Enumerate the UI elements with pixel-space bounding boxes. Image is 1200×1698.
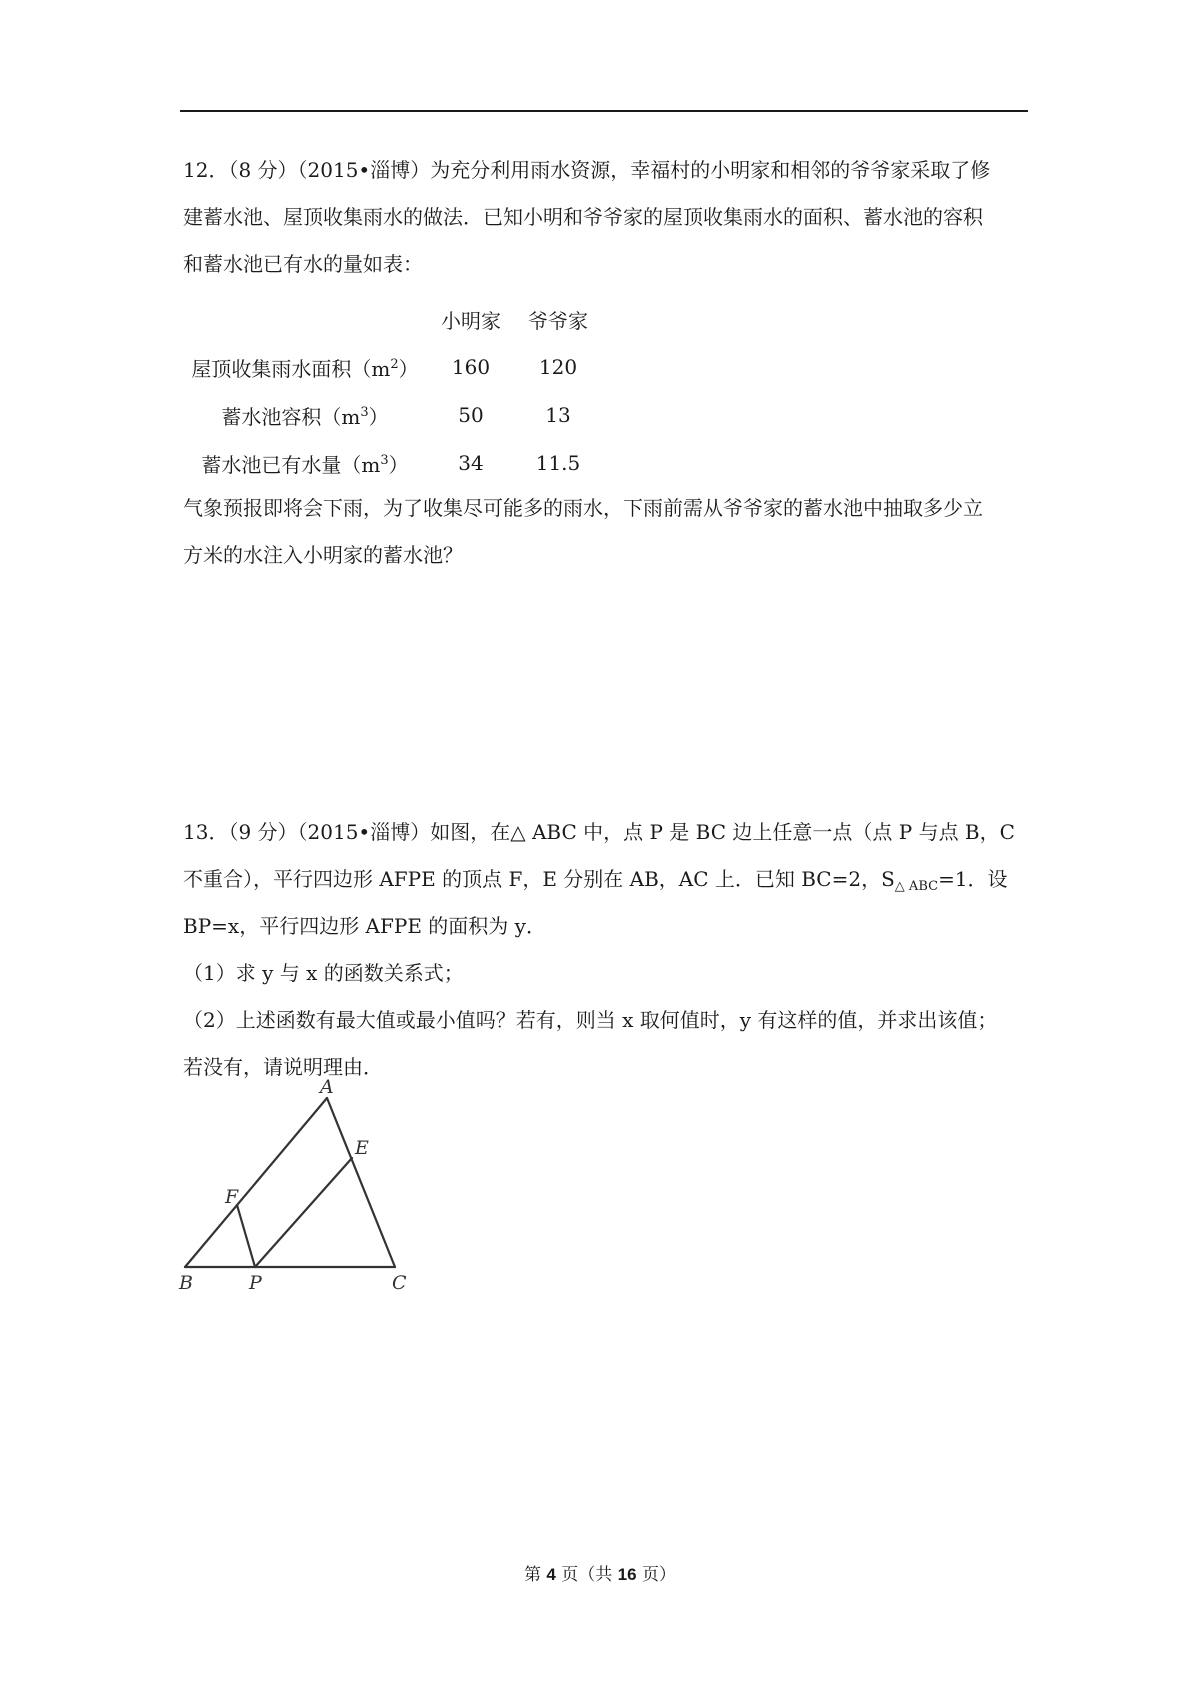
label-p: P (249, 1272, 262, 1294)
segment-ac (327, 1098, 395, 1267)
question-12-question (183, 485, 1028, 579)
q13-line-3: BP=x，平行四边形 AFPE 的面积为 y． (183, 914, 546, 938)
header-rule (180, 110, 1028, 112)
q12-after-line-2: 方米的水注入小明家的蓄水池？ (183, 543, 463, 567)
label-f: F (225, 1186, 239, 1208)
label-e: E (355, 1137, 369, 1159)
table-header-xiaoming: 小明家 (441, 308, 501, 333)
q12-line-3: 和蓄水池已有水的量如表： (183, 252, 423, 276)
total-page-count: 16 (617, 1565, 637, 1584)
q13-line-2: 不重合），平行四边形 AFPE 的顶点 F，E 分别在 AB，AC 上．已知 BC=2，$S_{\triangle ABC}=1$．设 (183, 867, 1008, 894)
question-12-text (183, 147, 1028, 288)
row-value-grandpa: 120 (538, 355, 578, 379)
triangle-figure (175, 1076, 425, 1295)
page-footer: 第 4 页（共 16 页） (523, 1565, 676, 1585)
segment-ab (185, 1098, 327, 1267)
segment-pe (255, 1158, 352, 1267)
label-b: B (179, 1272, 193, 1294)
segment-fp (237, 1205, 255, 1267)
row-label: 屋顶收集雨水面积$(m^2)$ (191, 356, 419, 381)
q12-data-table (183, 295, 601, 487)
label-a: A (320, 1076, 334, 1098)
row-value-xiaoming: 160 (451, 355, 491, 379)
table-row (183, 439, 601, 487)
row-value-grandpa: 11.5 (535, 451, 581, 475)
label-c: C (392, 1272, 407, 1294)
q12-line-2: 建蓄水池、屋顶收集雨水的做法．已知小明和爷爷家的屋顶收集雨水的面积、蓄水池的容积 (183, 205, 983, 229)
q12-after-line-1: 气象预报即将会下雨，为了收集尽可能多的雨水，下雨前需从爷爷家的蓄水池中抽取多少立 (183, 496, 983, 520)
q13-part-2: （2）上述函数有最大值或最小值吗？若有，则当 x 取何值时，y 有这样的值，并求出该值； (183, 1008, 998, 1032)
q13-line-1: 13．（9 分）（2015•淄博）如图，在△ ABC 中，点 P 是 BC 边上任意一点（点 P 与点 B，C (183, 820, 1015, 844)
table-row (183, 391, 601, 439)
q12-line-1: 12．（8 分）（2015•淄博）为充分利用雨水资源，幸福村的小明家和相邻的爷爷家采取了修 (183, 158, 991, 182)
table-corner-cell (183, 295, 427, 343)
q13-part-1: （1）求 y 与 x 的函数关系式； (183, 961, 464, 985)
row-value-xiaoming: 34 (458, 451, 484, 475)
table-row (183, 343, 601, 391)
q13-part-2-cont: 若没有，请说明理由． (183, 1055, 383, 1079)
question-13-text (183, 809, 1028, 1091)
row-value-grandpa: 13 (545, 403, 571, 427)
row-label: 蓄水池容积$(m^3)$ (221, 404, 389, 429)
table-header-row (183, 295, 601, 343)
table-header-grandpa: 爷爷家 (528, 308, 588, 333)
row-label: 蓄水池已有水量$(m^3)$ (201, 452, 409, 477)
row-value-xiaoming: 50 (458, 403, 484, 427)
current-page-number: 4 (546, 1565, 556, 1584)
